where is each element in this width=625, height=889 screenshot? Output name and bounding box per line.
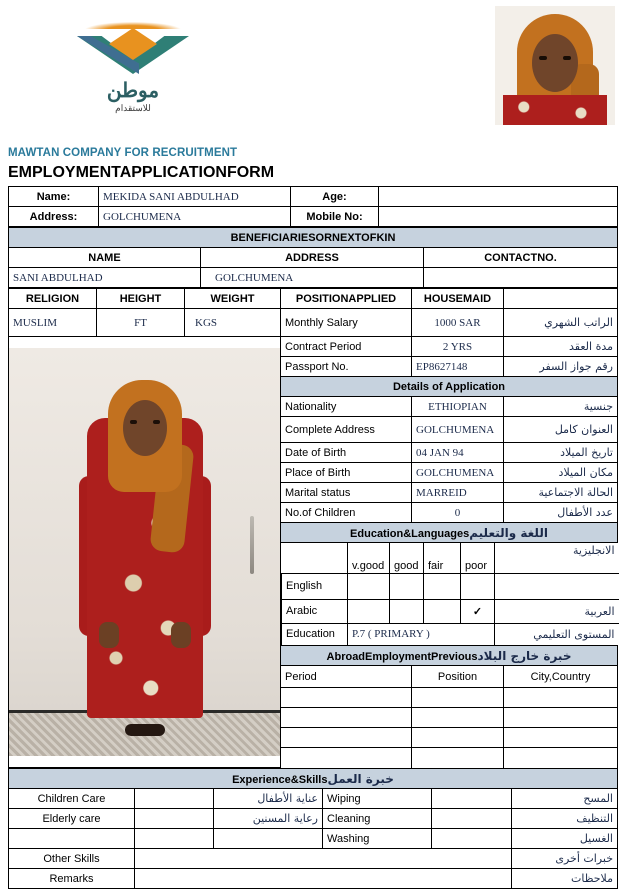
contract-period-label: Contract Period (281, 337, 412, 357)
nationality-value[interactable]: ETHIOPIAN (412, 397, 504, 417)
skill-wiping-mark[interactable] (432, 789, 512, 809)
skill-elderly-care-mark[interactable] (135, 809, 214, 829)
english-good-cell[interactable] (390, 573, 424, 599)
skill-children-care-label: Children Care (9, 789, 135, 809)
table-row (9, 809, 618, 829)
table-row (9, 789, 618, 809)
monthly-salary-label: Monthly Salary (281, 309, 412, 337)
beneficiary-contact[interactable] (424, 268, 618, 288)
complete-address-label: Complete Address (281, 417, 412, 443)
abroad-city-3[interactable] (504, 728, 618, 748)
english-fair-cell[interactable] (424, 573, 461, 599)
table-row (9, 228, 618, 248)
table-row (9, 337, 618, 357)
monthly-salary-value[interactable]: 1000 SAR (412, 309, 504, 337)
abroad-filler-b (412, 748, 504, 768)
other-skills-arabic: خبرات أخرى (512, 849, 618, 869)
mobile-value[interactable] (379, 207, 618, 227)
language-english-label: English (282, 573, 348, 599)
skill-cleaning-label: Cleaning (323, 809, 432, 829)
place-of-birth-arabic: مكان الميلاد (504, 463, 618, 483)
skill-children-care-arabic: عناية الأطفال (214, 789, 323, 809)
complete-address-arabic: العنوان كامل (504, 417, 618, 443)
table-row (9, 248, 618, 268)
english-arabic (495, 573, 619, 599)
experience-section-title-ar: خبرة العمل (327, 771, 394, 786)
rating-arabic-header: الانجليزية (495, 543, 619, 573)
abroad-filler-a (281, 748, 412, 768)
skill-cleaning-mark[interactable] (432, 809, 512, 829)
education-level-value[interactable]: P.7 ( PRIMARY ) (348, 623, 495, 645)
abroad-position-3[interactable] (412, 728, 504, 748)
table-row (9, 829, 618, 849)
education-level-arabic: المستوى التعليمي (495, 623, 619, 645)
logo-arabic-sub: للاستقدام (115, 103, 151, 113)
beneficiary-col-name: NAME (9, 248, 201, 268)
education-section-title-en: Education&Languages (350, 527, 470, 540)
skill-wiping-arabic: المسح (512, 789, 618, 809)
beneficiary-col-contact: CONTACTNO. (424, 248, 618, 268)
abroad-period-3[interactable] (281, 728, 412, 748)
date-of-birth-label: Date of Birth (281, 443, 412, 463)
rating-poor: poor (461, 543, 495, 573)
religion-value[interactable]: MUSLIM (9, 309, 97, 337)
skill-children-care-mark[interactable] (135, 789, 214, 809)
height-value[interactable]: FT (97, 309, 185, 337)
religion-header: RELIGION (9, 289, 97, 309)
skill-blank-mark[interactable] (135, 829, 214, 849)
company-logo (53, 22, 213, 122)
experience-section-title (9, 769, 618, 789)
applicant-info-table (8, 186, 618, 227)
abroad-filler-c (504, 748, 618, 768)
marital-status-label: Marital status (281, 483, 412, 503)
arabic-vgood-cell[interactable] (348, 599, 390, 623)
arabic-poor-checkmark[interactable]: ✓ (461, 599, 495, 623)
beneficiary-address[interactable]: GOLCHUMENA (201, 268, 424, 288)
table-row (9, 769, 618, 789)
address-label: Address: (9, 207, 99, 227)
rating-corner-blank (282, 543, 348, 573)
abroad-section-title-ar: خبرة خارج البلاد (477, 648, 572, 663)
monthly-salary-arabic: الراتب الشهري (504, 309, 618, 337)
arabic-good-cell[interactable] (390, 599, 424, 623)
main-body-table (8, 288, 618, 768)
abroad-section-title-en: AbroadEmploymentPrevious (326, 650, 478, 663)
date-of-birth-value[interactable]: 04 JAN 94 (412, 443, 504, 463)
table-row (9, 309, 618, 337)
children-count-arabic: عدد الأطفال (504, 503, 618, 523)
place-of-birth-value[interactable]: GOLCHUMENA (412, 463, 504, 483)
table-row (282, 573, 619, 599)
contract-period-value[interactable]: 2 YRS (412, 337, 504, 357)
abroad-city-1[interactable] (504, 688, 618, 708)
beneficiaries-table (8, 227, 618, 288)
nationality-arabic: جنسية (504, 397, 618, 417)
arabic-language-arabic: العربية (495, 599, 619, 623)
skill-cleaning-arabic: التنظيف (512, 809, 618, 829)
language-rating-table (281, 543, 619, 645)
abroad-section-title (281, 646, 618, 666)
date-of-birth-arabic: تاريخ الميلاد (504, 443, 618, 463)
page-header (0, 0, 625, 140)
english-poor-cell[interactable] (461, 573, 495, 599)
name-label: Name: (9, 187, 99, 207)
children-count-label: No.of Children (281, 503, 412, 523)
beneficiary-name[interactable]: SANI ABDULHAD (9, 268, 201, 288)
company-name: MAWTAN COMPANY FOR RECRUITMENT (8, 147, 238, 159)
remarks-arabic: ملاحظات (512, 869, 618, 889)
page-title: EMPLOYMENTAPPLICATIONFORM (8, 164, 275, 181)
weight-value[interactable]: KGS (185, 309, 281, 337)
skill-blank-arabic (214, 829, 323, 849)
education-level-label: Education (282, 623, 348, 645)
skill-washing-label: Washing (323, 829, 432, 849)
table-row (9, 268, 618, 288)
remarks-value[interactable] (135, 869, 512, 889)
other-skills-label: Other Skills (9, 849, 135, 869)
address-value[interactable]: GOLCHUMENA (99, 207, 291, 227)
height-header: HEIGHT (97, 289, 185, 309)
marital-status-arabic: الحالة الاجتماعية (504, 483, 618, 503)
remarks-label: Remarks (9, 869, 135, 889)
applicant-passport-photo (495, 6, 615, 125)
table-row (9, 289, 618, 309)
applicant-full-photo (9, 337, 281, 768)
age-label: Age: (291, 187, 379, 207)
position-applied-value: HOUSEMAID (412, 289, 504, 309)
skill-blank-label (9, 829, 135, 849)
beneficiaries-section-title: BENEFICIARIESORNEXTOFKIN (9, 228, 618, 248)
abroad-position-1[interactable] (412, 688, 504, 708)
name-value[interactable]: MEKIDA SANI ABDULHAD (99, 187, 291, 207)
mobile-label: Mobile No: (291, 207, 379, 227)
rating-good: good (390, 543, 424, 573)
arabic-fair-cell[interactable] (424, 599, 461, 623)
table-row (9, 187, 618, 207)
skill-elderly-care-arabic: رعاية المسنين (214, 809, 323, 829)
skill-washing-mark[interactable] (432, 829, 512, 849)
abroad-position-2[interactable] (412, 708, 504, 728)
beneficiary-col-address: ADDRESS (201, 248, 424, 268)
logo-arabic-main: موطن (106, 80, 160, 102)
abroad-col-city-country: City,Country (504, 666, 618, 688)
application-form-sheet (8, 186, 617, 889)
table-row (9, 207, 618, 227)
position-applied-spacer (504, 289, 618, 309)
passport-no-label: Passport No. (281, 357, 412, 377)
skill-wiping-label: Wiping (323, 789, 432, 809)
complete-address-value[interactable]: GOLCHUMENA (412, 417, 504, 443)
rating-vgood: v.good (348, 543, 390, 573)
table-row (9, 849, 618, 869)
education-section-title-ar: اللغة والتعليم (469, 525, 548, 540)
weight-header: WEIGHT (185, 289, 281, 309)
children-count-value[interactable]: 0 (412, 503, 504, 523)
abroad-col-period: Period (281, 666, 412, 688)
language-arabic-label: Arabic (282, 599, 348, 623)
skill-washing-arabic: الغسيل (512, 829, 618, 849)
abroad-period-1[interactable] (281, 688, 412, 708)
table-row (282, 543, 619, 573)
rating-fair: fair (424, 543, 461, 573)
passport-no-arabic: رقم جواز السفر (504, 357, 618, 377)
table-row (282, 599, 619, 623)
abroad-col-position: Position (412, 666, 504, 688)
nationality-label: Nationality (281, 397, 412, 417)
experience-section-title-en: Experience&Skills (232, 773, 328, 786)
abroad-city-2[interactable] (504, 708, 618, 728)
age-value[interactable] (379, 187, 618, 207)
english-vgood-cell[interactable] (348, 573, 390, 599)
logo-mark-icon (77, 22, 189, 74)
marital-status-value[interactable]: MARREID (412, 483, 504, 503)
abroad-period-2[interactable] (281, 708, 412, 728)
table-row (282, 623, 619, 645)
table-row (9, 869, 618, 889)
passport-no-value[interactable]: EP8627148 (412, 357, 504, 377)
place-of-birth-label: Place of Birth (281, 463, 412, 483)
logo-swoosh-icon (85, 22, 181, 29)
education-section-title (281, 523, 618, 543)
contract-period-arabic: مدة العقد (504, 337, 618, 357)
other-skills-value[interactable] (135, 849, 512, 869)
skill-elderly-care-label: Elderly care (9, 809, 135, 829)
position-applied-label: POSITIONAPPLIED (281, 289, 412, 309)
details-section-title: Details of Application (281, 377, 618, 397)
